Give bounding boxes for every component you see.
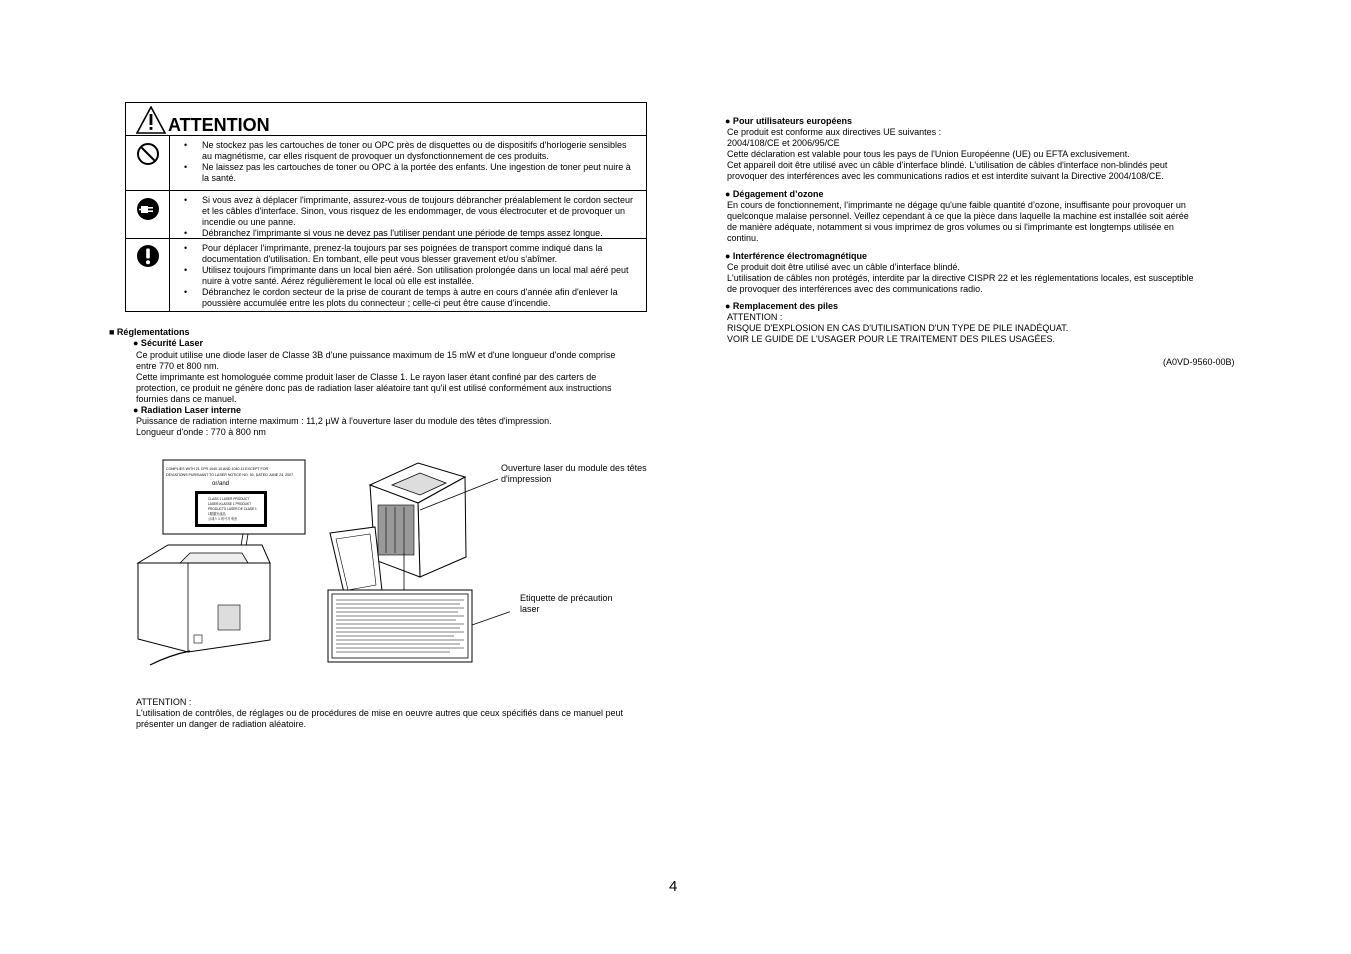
eu-users-heading: ● Pour utilisateurs européens: [725, 116, 852, 126]
text-line: provoquer des interférences avec les communications radios et est interdite suivant la Directive 2004/108/CE.: [727, 171, 1164, 181]
callout-line: laser: [520, 604, 540, 614]
battery-heading: ● Remplacement des piles: [725, 301, 838, 311]
warning-triangle-icon: [136, 106, 166, 134]
text-line: Ce produit est conforme aux directives UE suivantes :: [727, 127, 942, 137]
callout-line: Etiquette de précaution: [520, 593, 613, 603]
attention-icon-cell: [126, 136, 170, 190]
prohibition-icon: [136, 142, 160, 166]
attention-header: [126, 103, 646, 136]
text-line: Ce produit doit être utilisé avec un câble d'interface blindé.: [727, 262, 960, 272]
label-line: COMPLIES WITH 21 CFR 1040.10 AND 1040.11 EXCEPT FOR: [166, 467, 269, 471]
text-line: entre 770 et 800 nm.: [136, 361, 220, 371]
exclamation-icon: [136, 244, 160, 268]
attention-row-handling: [126, 239, 646, 312]
text-line: Cet appareil doit être utilisé avec un câble d'interface blindé. L'utilisation de câbles d'interface non-blindés peut: [727, 160, 1168, 170]
printer-rear-illustration: [138, 545, 270, 665]
attention-note-title: ATTENTION :: [136, 697, 192, 707]
text-line: En cours de fonctionnement, l’imprimante ne dégage qu'une faible quantité d’ozone, insuffisante pour provoquer un: [727, 200, 1186, 210]
attention-item: • Ne stockez pas les cartouches de toner ou OPC près de disquettes ou de dispositifs d'horlogerie sensibles au magnétisme, car elles risquent de provoquer un dysfonctionnement de ces produits.: [182, 140, 638, 162]
label-inner-line: LASER-KLASSE 1 PRODUKT: [208, 502, 252, 506]
internal-radiation-text: [136, 416, 666, 438]
ozone-heading: ● Dégagement d’ozone: [725, 189, 824, 199]
attention-icon-cell: [126, 191, 170, 238]
attention-items: [182, 243, 638, 309]
text-line: protection, ce produit ne génère donc pas de radiation laser aléatoire tant qu'il est utilisé conformément aux instructions: [136, 383, 612, 393]
page-number: 4: [669, 878, 678, 895]
text-line: Cette déclaration est valable pour tous les pays de l'Union Européenne (UE) ou EFTA exclusivement.: [727, 149, 1130, 159]
text-line: VOIR LE GUIDE DE L'USAGER POUR LE TRAITEMENT DES PILES USAGÉES.: [727, 334, 1055, 344]
text-line: quelconque malaise personnel. Veillez cependant à ce que la pièce dans laquelle la machine est installée soit aérée: [727, 211, 1189, 221]
laser-caution-label: [328, 590, 472, 662]
text-line: Longueur d'onde : 770 à 800 nm: [136, 427, 266, 437]
attention-title: ATTENTION: [168, 115, 270, 135]
laser-safety-heading: ● Sécurité Laser: [133, 338, 203, 348]
label-inner-line: PRODUCTO LÁSER DE CLASE 1: [208, 507, 257, 511]
text-line: Cette imprimante est homologuée comme produit laser de Classe 1. Le rayon laser étant confiné par des carters de: [136, 372, 597, 382]
text-line: L'utilisation de contrôles, de réglages ou de procédures de mise en oeuvre autres que ceux spécifiés dans ce manuel peut: [136, 708, 624, 718]
attention-row-storage: [126, 136, 646, 191]
callout-caution-label: [520, 593, 613, 615]
printer-label-figure: [130, 455, 510, 670]
text-line: présenter un danger de radiation aléatoire.: [136, 719, 307, 729]
attention-note: [136, 697, 676, 730]
text-line: continu.: [727, 233, 759, 243]
attention-item: • Débranchez le cordon secteur de la prise de courant de temps à autre en cours d'année afin d'enlever la poussière accumulée entre les plots du connecteur ; celle-ci peut être cause d'incendie.: [182, 287, 638, 309]
text-line: de provoquer des interférences avec des communications radio.: [727, 284, 983, 294]
attention-item: • Ne laissez pas les cartouches de toner ou OPC à la portée des enfants. Une ingestion de toner peut nuire à la santé.: [182, 162, 638, 184]
document-code: (A0VD-9560-00B): [1163, 357, 1235, 367]
text-line: Puissance de radiation interne maximum : 11,2 µW à l'ouverture laser du module des têtes d'impression.: [136, 416, 552, 426]
callout-laser-aperture: [501, 463, 647, 485]
emi-heading: ● Interférence électromagnétique: [725, 251, 867, 261]
attention-item: • Débranchez l'imprimante si vous ne devez pas l'utiliser pendant une période de temps assez longue.: [182, 228, 638, 239]
battery-text: [727, 312, 1247, 345]
attention-item: • Si vous avez à déplacer l'imprimante, assurez-vous de toujours débrancher préalablement le cordon secteur et les câbles d'interface. Sinon, vous risquez de les endommager, de vous électrocuter et de provoquer un incendie ou une panne.: [182, 195, 638, 228]
text-line: fournies dans ce manuel.: [136, 394, 237, 404]
us-compliance-label: [163, 460, 305, 534]
emi-text: [727, 262, 1247, 295]
text-line: RISQUE D'EXPLOSION EN CAS D'UTILISATION D'UN TYPE DE PILE INADÉQUAT.: [727, 323, 1069, 333]
text-line: de manière adéquate, notamment si vous imprimez de gros volumes ou si l'imprimante est longtemps utilisée en: [727, 222, 1174, 232]
text-line: L'utilisation de câbles non protégés, interdite par la directive CISPR 22 et les réglementations locales, est susceptible: [727, 273, 1194, 283]
callout-line: d'impression: [501, 474, 552, 484]
text-line: ATTENTION :: [727, 312, 783, 322]
attention-box: [125, 102, 647, 312]
attention-item: • Pour déplacer l'imprimante, prenez-la toujours par ses poignées de transport comme indiqué dans la documentation d'utilisation. En tombant, elle peut vous blesser gravement et/ou s'abîmer.: [182, 243, 638, 265]
ozone-text: [727, 200, 1247, 244]
eu-users-text: [727, 127, 1247, 182]
regulations-heading: ■ Réglementations: [109, 327, 190, 337]
attention-icon-cell: [126, 239, 170, 312]
unplug-icon: [136, 197, 160, 221]
attention-item: • Utilisez toujours l'imprimante dans un local bien aéré. Son utilisation prolongée dans un local mal aéré peut nuire à votre santé. Aérez régulièrement le local où elle est installée.: [182, 265, 638, 287]
printer-front-illustration: [330, 463, 466, 597]
attention-row-unplug: [126, 191, 646, 239]
laser-safety-text: [136, 350, 666, 405]
label-or: or/and: [212, 481, 230, 487]
text-line: Ce produit utilise une diode laser de Classe 3B d'une puissance maximum de 15 mW et d'une longueur d'onde comprise: [136, 350, 616, 360]
label-line: DEVIATIONS PURSUANT TO LASER NOTICE NO. 50, DATED JUNE 24, 2007.: [166, 473, 295, 477]
label-inner-line: 1類激光產品: [208, 512, 226, 516]
attention-items: [182, 140, 638, 184]
label-inner-line: CLASS 1 LASER PRODUCT: [208, 497, 250, 501]
internal-radiation-heading: ● Radiation Laser interne: [133, 405, 241, 415]
callout-line: Ouverture laser du module des têtes: [501, 463, 647, 473]
label-inner-line: 클래스 1 레이저 제품: [208, 517, 238, 521]
text-line: 2004/108/CE et 2006/95/CE: [727, 138, 840, 148]
attention-items: [182, 195, 638, 239]
